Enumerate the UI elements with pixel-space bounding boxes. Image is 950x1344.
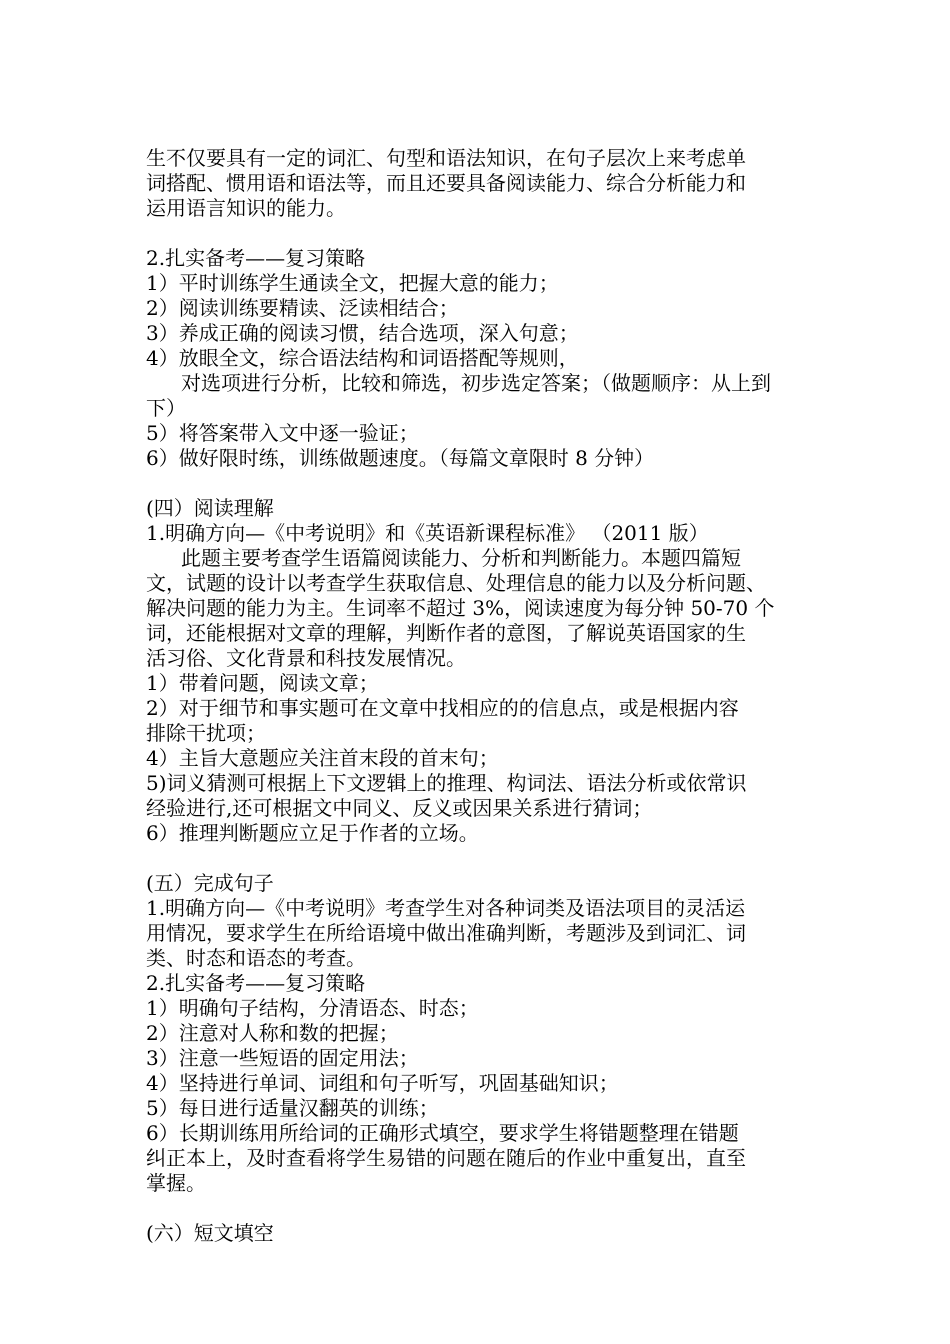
list-item: 6）做好限时练，训练做题速度。（每篇文章限时 8 分钟） <box>146 446 655 470</box>
list-item: 1）明确句子结构，分清语态、时态； <box>146 996 479 1020</box>
list-item: 4）坚持进行单词、词组和句子听写，巩固基础知识； <box>146 1071 619 1095</box>
blank-line <box>146 471 826 496</box>
section-heading: 1.明确方向—《中考说明》和《英语新课程标准》 （2011 版） <box>146 521 709 545</box>
section-heading: 1.明确方向—《中考说明》考查学生对各种词类及语法项目的灵活运 <box>146 896 746 920</box>
section-heading: 2.扎实备考——复习策略 <box>146 971 366 995</box>
list-item: 3）养成正确的阅读习惯，结合选项，深入句意； <box>146 321 579 345</box>
text-line: 词搭配、惯用语和语法等，而且还要具备阅读能力、综合分析能力和 <box>146 171 746 195</box>
text-line: 文，试题的设计以考查学生获取信息、处理信息的能力以及分析问题、 <box>146 571 766 595</box>
blank-line <box>146 1196 826 1221</box>
section-review-strategy <box>146 246 826 471</box>
document-page <box>146 146 826 1246</box>
section-title: (四）阅读理解 <box>146 496 274 520</box>
section-complete-sentences <box>146 871 826 1196</box>
text-line: 词，还能根据对文章的理解，判断作者的意图，了解说英语国家的生 <box>146 621 746 645</box>
list-item-continuation: 对选项进行分析，比较和筛选，初步选定答案；（做题顺序：从上到 <box>181 371 771 395</box>
text-line: 活习俗、文化背景和科技发展情况。 <box>146 646 466 670</box>
list-item: 1）平时训练学生通读全文，把握大意的能力； <box>146 271 559 295</box>
paragraph-intro <box>146 146 826 221</box>
list-item: 4）放眼全文，综合语法结构和词语搭配等规则， <box>146 346 579 370</box>
section-heading: 2.扎实备考——复习策略 <box>146 246 366 270</box>
text-line: 运用语言知识的能力。 <box>146 196 346 220</box>
text-line: 用情况，要求学生在所给语境中做出准确判断，考题涉及到词汇、词 <box>146 921 746 945</box>
list-item: 2）注意对人称和数的把握； <box>146 1021 399 1045</box>
list-item: 6）推理判断题应立足于作者的立场。 <box>146 821 479 845</box>
section-reading-comprehension <box>146 496 826 846</box>
list-item: 1）带着问题，阅读文章； <box>146 671 379 695</box>
blank-line <box>146 846 826 871</box>
list-item-continuation: 经验进行,还可根据文中同义、反义或因果关系进行猜词； <box>146 796 653 820</box>
list-item: 5）每日进行适量汉翻英的训练； <box>146 1096 439 1120</box>
list-item: 2）阅读训练要精读、泛读相结合； <box>146 296 459 320</box>
text-line: 生不仅要具有一定的词汇、句型和语法知识，在句子层次上来考虑单 <box>146 146 746 170</box>
list-item-continuation: 下） <box>146 396 186 420</box>
blank-line <box>146 221 826 246</box>
section-title: (六）短文填空 <box>146 1221 274 1245</box>
list-item-continuation: 排除干扰项； <box>146 721 266 745</box>
list-item: 5）将答案带入文中逐一验证； <box>146 421 419 445</box>
list-item: 2）对于细节和事实题可在文章中找相应的的信息点，或是根据内容 <box>146 696 739 720</box>
text-line: 类、时态和语态的考查。 <box>146 946 366 970</box>
list-item-continuation: 纠正本上，及时查看将学生易错的问题在随后的作业中重复出，直至 <box>146 1146 746 1170</box>
list-item: 3）注意一些短语的固定用法； <box>146 1046 419 1070</box>
section-title: (五）完成句子 <box>146 871 274 895</box>
list-item: 6）长期训练用所给词的正确形式填空，要求学生将错题整理在错题 <box>146 1121 739 1145</box>
section-passage-fill <box>146 1221 826 1246</box>
text-line: 解决问题的能力为主。生词率不超过 3%，阅读速度为每分钟 50-70 个 <box>146 596 775 620</box>
list-item: 5)词义猜测可根据上下文逻辑上的推理、构词法、语法分析或依常识 <box>146 771 747 795</box>
paragraph-first-line: 此题主要考查学生语篇阅读能力、分析和判断能力。本题四篇短 <box>181 546 741 570</box>
list-item-continuation: 掌握。 <box>146 1171 206 1195</box>
list-item: 4）主旨大意题应关注首末段的首末句； <box>146 746 499 770</box>
